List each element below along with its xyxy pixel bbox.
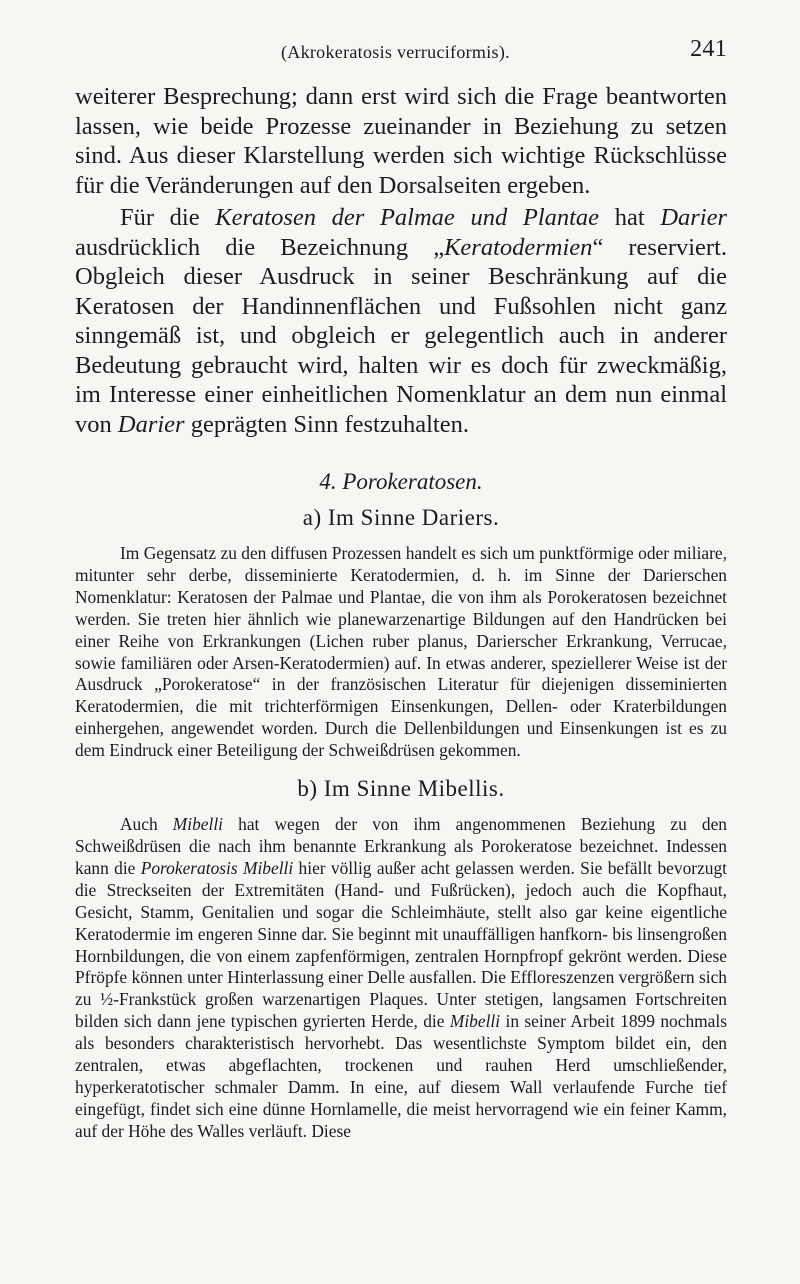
p2-italic-darier-2: Darier [117, 410, 185, 438]
pb-italic-mibelli-1: Mibelli [172, 814, 224, 835]
paragraph-1: weiterer Besprechung; dann erst wird sich die Frage beantworten lassen, wie beide Prozesse zueinander in Beziehung zu setzen sind. Aus dieser Klarstellung werden sich wichtige Rückschlüsse für die Veränderungen auf den Dorsalseiten ergeben. [75, 83, 727, 199]
pb-italic-porokeratosis: Porokeratosis Mibelli [140, 857, 294, 878]
p2-text-3: hat [599, 204, 661, 231]
p2-text-7: “ reserviert. Obgleich dieser Ausdruck in seiner Beschränkung auf die Keratosen der Handinnenflächen und Fußsohlen nicht ganz sinngemäß ist, und obgleich er gelegentlich auch in anderer Bedeutung gebraucht wird, halten wir es doch für zweckmäßig, im Interesse einer einheitlichen Nomenklatur an dem nun einmal von [75, 233, 728, 438]
pb-italic-mibelli-2: Mibelli [449, 1011, 501, 1032]
p2-italic-darier-1: Darier [660, 204, 728, 231]
p2-text-1: Für die [120, 204, 216, 231]
pb-text-3: hat wegen der von ihm angenommenen Beziehung zu den Schweißdrüsen die nach ihm benannte Erkrankung als Porokeratose bezeichnet. Indessen kann die [75, 814, 727, 878]
subsection-heading-a: a) Im Sinne Dariers. [302, 505, 500, 530]
pb-text-7: in seiner Arbeit 1899 nochmals als besonders charakteristisch hervorhebt. Das wesentlichste Symptom bildet ein, den zentralen, etwas abgeflachten, trockenen und rauhen Herd umschließender, hyperkeratotischer schmaler Damm. In eine, auf diesem Wall verlaufende Furche tief eingefügt, findet sich eine dünne Hornlamelle, die meist hervorragend wie ein feiner Kamm, auf der Höhe des Walles verläuft. Diese [75, 1011, 727, 1141]
pb-text-5: hier völlig außer acht gelassen werden. Sie befällt bevorzugt die Streckseiten der Extremitäten (Hand- und Fußrücken), jedoch auch die Kopfhaut, Gesicht, Stamm, Genitalien und sogar die Schleimhäute, stellt also gar keine eigentliche Keratodermie im engeren Sinne dar. Sie beginnt mit unauffälligen hanfkorn- bis linsengroßen Hornbildungen, die von einem zapfenförmigen, zentralen Hornpfropf gekrönt werden. Diese Pfröpfe können unter Hinterlassung einer Delle ausfallen. Die Effloreszenzen vergrößern sich zu ½-Frankstück großen warzenartigen Plaques. Unter stetigen, langsamen Fortschreiten bilden sich dann jene typischen gyrierten Herde, die [75, 857, 728, 1032]
paragraph-b [75, 814, 727, 1143]
p2-text-5: ausdrücklich die Bezeichnung „ [75, 233, 445, 261]
running-title: (Akrokeratosis verruciformis). [281, 42, 510, 62]
subsection-heading-b: b) Im Sinne Mibellis. [297, 776, 505, 802]
book-page [75, 36, 727, 1143]
large-text-block [75, 82, 727, 439]
pb-text-1: Auch [120, 814, 173, 835]
p2-text-9: geprägten Sinn festzuhalten. [184, 410, 469, 438]
paragraph-2 [75, 203, 727, 439]
page-number: 241 [690, 36, 727, 62]
p2-italic-keratosen: Keratosen der Palmae und Plantae [215, 204, 600, 231]
page-header [75, 36, 727, 72]
paragraph-a: Im Gegensatz zu den diffusen Prozessen handelt es sich um punktförmige oder miliare, mitunter sehr derbe, disseminierte Keratodermien, d. h. im Sinne der Darierschen Nomenklatur: Keratosen der Palmae und Plantae, die von ihm als Porokeratosen bezeichnet werden. Sie treten hier ähnlich wie planewarzenartige Bildungen auf den Handrücken bei einer Reihe von Erkrankungen (Lichen ruber planus, Darierscher Erkrankung, Verrucae, sowie familiären oder Arsen-Keratodermien) auf. In etwas anderer, speziellerer Weise ist der Ausdruck „Porokeratose“ in der französischen Literatur für diejenigen disseminierten Keratodermien, die mit trichterförmigen Einsenkungen, Dellen- oder Kraterbildungen einhergehen, angewendet worden. Durch die Dellenbildungen und Einsenkungen ist es zu dem Eindruck einer Beteiligung der Schweißdrüsen gekommen. [75, 543, 727, 761]
p2-italic-keratodermien: Keratodermien [444, 233, 593, 261]
section-heading: 4. Porokeratosen. [319, 469, 483, 494]
